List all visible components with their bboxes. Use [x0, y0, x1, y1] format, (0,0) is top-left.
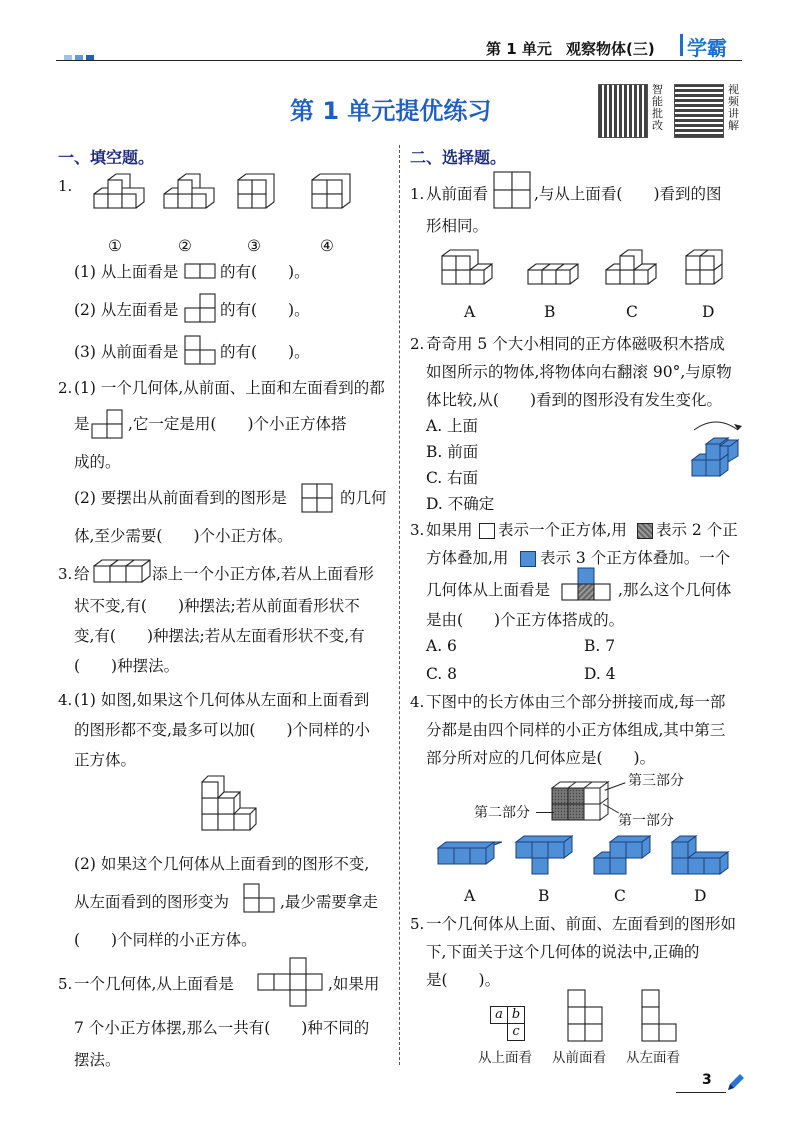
q2-number: 2. [58, 379, 73, 397]
rq2-opt-d[interactable]: D. 不确定 [426, 495, 495, 513]
rq2-opt-a[interactable]: A. 上面 [426, 417, 479, 435]
q1-sub3-blank: 的有( )。 [220, 343, 310, 361]
part3-label: 第三部分 [628, 773, 684, 789]
qr-code-video[interactable] [674, 84, 724, 138]
rq5-number: 5. [410, 915, 425, 933]
rq1-opt-a[interactable]: A [464, 303, 476, 321]
rq3-opt-d[interactable]: D. 4 [584, 665, 616, 683]
q3-figure [94, 558, 154, 584]
rq4-line1: 下图中的长方体由三个部分拼接而成,每一部 [426, 693, 726, 711]
rq1-options [440, 248, 760, 298]
q1-label-4: ④ [320, 237, 334, 255]
rq4-number: 4. [410, 693, 425, 711]
q2-line2b: ,它一定是用( )个小正方体搭 [128, 415, 347, 433]
rq3-line4: 是由( )个正方体搭成的。 [426, 611, 625, 629]
part2-label: 第二部分 [474, 805, 530, 821]
q1-figures [90, 172, 390, 222]
cell-a: a [490, 1006, 508, 1024]
q5-top-view [258, 958, 324, 1006]
rq5-left-view [642, 990, 682, 1046]
rq3-line1a: 如果用 [426, 521, 473, 539]
rq2-line3: 体比较,从( )看到的图形没有发生变化。 [426, 391, 723, 409]
q2-line2a: 是 [74, 415, 90, 433]
rq5-view-label-front: 从前面看 [552, 1050, 606, 1066]
rq2-line1: 奇奇用 5 个大小相同的正方体磁吸积木搭成 [426, 335, 725, 353]
header-unit: 第 1 单元 [486, 40, 552, 58]
pencil-icon [726, 1072, 746, 1092]
q4-left-view [244, 884, 278, 914]
brand-text: 学霸 [687, 36, 727, 60]
legend-blue-square [520, 551, 536, 567]
q1-sub3-text: (3) 从前面看是 [74, 343, 179, 361]
q1-sub3-view [185, 336, 217, 366]
rq4-opt-c[interactable]: C [614, 887, 626, 905]
q2-view-square [302, 484, 336, 514]
rq1-number: 1. [410, 185, 425, 203]
rq3-line2b: 表示 3 个正方体叠加。一个 [540, 549, 731, 567]
q4-line5b: ,最少需要拿走 [280, 893, 378, 911]
rq5-line1: 一个几何体从上面、前面、左面看到的图形如 [426, 915, 737, 933]
page-number: 3 [702, 1072, 712, 1088]
q5-number: 5. [58, 975, 73, 993]
rq2-number: 2. [410, 335, 425, 353]
q3-line1a: 给 [74, 565, 90, 583]
q1-sub1-view [185, 264, 217, 280]
header-rule [56, 60, 742, 61]
q3-line2: 状不变,有( )种摆法;若从前面看形状不 [74, 597, 360, 615]
rq1-line2: 形相同。 [426, 217, 489, 235]
rq1-opt-b[interactable]: B [544, 303, 556, 321]
rq5-view-label-top: 从上面看 [478, 1050, 532, 1066]
rq4-opt-a[interactable]: A [464, 887, 476, 905]
q1-sub1-blank: 的有( )。 [220, 263, 310, 281]
rq5-line2: 下,下面关于这个几何体的说法中,正确的 [426, 943, 700, 961]
section-fill-blank: 一、填空题。 [58, 148, 155, 167]
rq2-line2: 如图所示的物体,将物体向右翻滚 90°,与原物 [426, 363, 732, 381]
q1-sub1-text: (1) 从上面看是 [74, 263, 179, 281]
q2-view-l-shape [92, 410, 124, 440]
rq1-front-view [494, 172, 534, 208]
q4-line3: 正方体。 [74, 751, 137, 769]
rq3-number: 3. [410, 521, 425, 539]
rq3-line3b: ,那么这个几何体 [618, 581, 732, 599]
q1-sub2-text: (2) 从左面看是 [74, 301, 179, 319]
rq1-line1b: ,与从上面看( )看到的图 [534, 185, 722, 203]
rq1-opt-c[interactable]: C [626, 303, 638, 321]
rq3-line3a: 几何体从上面看是 [426, 581, 551, 599]
q2-line4b: 的几何 [340, 489, 387, 507]
rq2-blue-figure [684, 418, 764, 488]
legend-white-square [479, 523, 495, 539]
section-multiple-choice: 二、选择题。 [410, 148, 507, 167]
rq3-line2a: 方体叠加,用 [426, 549, 509, 567]
q1-sub2-blank: 的有( )。 [220, 301, 310, 319]
part1-label: 第一部分 [618, 813, 674, 829]
q4-line4: (2) 如果这个几何体从上面看到的图形不变, [74, 855, 370, 873]
q3-number: 3. [58, 565, 73, 583]
q2-line4a: (2) 要摆出从前面看到的图形是 [74, 489, 287, 507]
q5-line1b: ,如果用 [328, 975, 380, 993]
rq5-line3: 是( )。 [426, 971, 501, 989]
qr-code-grading[interactable] [598, 84, 648, 138]
qr-label-video: 视频讲解 [728, 83, 739, 132]
q1-number: 1. [58, 177, 73, 195]
rq3-opt-c[interactable]: C. 8 [426, 665, 458, 683]
rq5-top-view [490, 1006, 524, 1040]
brand-logo [680, 32, 740, 60]
rq4-line2: 分都是由四个同样的小正方体组成,其中第三 [426, 721, 726, 739]
q2-line3: 成的。 [74, 453, 121, 471]
q5-line2: 7 个小正方体摆,那么一共有( )种不同的 [74, 1019, 370, 1037]
rq1-opt-d[interactable]: D [702, 303, 715, 321]
q4-line1: (1) 如图,如果这个几何体从左面和上面看到 [74, 691, 370, 709]
column-divider [399, 145, 400, 1065]
q1-label-1: ① [108, 237, 122, 255]
qr-label-grading: 智能批改 [652, 83, 663, 132]
q5-line3: 摆法。 [74, 1051, 121, 1069]
q1-label-3: ③ [247, 237, 261, 255]
footer-rule [676, 1092, 726, 1093]
part2-pointer [536, 812, 554, 813]
q2-line5: 体,至少需要( )个小正方体。 [74, 527, 293, 545]
q4-number: 4. [58, 691, 73, 709]
q3-line4: ( )种摆法。 [74, 657, 180, 675]
q4-line5a: 从左面看到的图形变为 [74, 893, 230, 911]
q5-line1a: 一个几何体,从上面看是 [74, 975, 234, 993]
rq5-front-view [568, 990, 608, 1046]
cell-b: b [507, 1006, 525, 1024]
rq5-view-label-left: 从左面看 [626, 1050, 680, 1066]
rq2-opt-b[interactable]: B. 前面 [426, 443, 479, 461]
rq3-line1b: 表示一个正方体,用 [498, 521, 627, 539]
page-title: 第 1 单元提优练习 [290, 97, 492, 125]
q3-line1b: 添上一个小正方体,若从上面看形 [152, 565, 374, 583]
rq3-top-view [562, 568, 616, 602]
rq3-opt-b[interactable]: B. 7 [584, 637, 616, 655]
header-dots [64, 46, 94, 65]
rq4-line3: 部分所对应的几何体应是( )。 [426, 749, 656, 767]
q4-line6: ( )个同样的小正方体。 [74, 931, 257, 949]
rq4-opt-d[interactable]: D [694, 887, 707, 905]
cell-c: c [507, 1023, 525, 1041]
q3-line3: 变,有( )种摆法;若从左面看形状不变,有 [74, 627, 365, 645]
q1-label-2: ② [178, 237, 192, 255]
rq4-opt-b[interactable]: B [538, 887, 550, 905]
q4-figure [198, 778, 278, 848]
rq1-line1a: 从前面看 [426, 185, 489, 203]
legend-gray-square [637, 523, 653, 539]
header-topic: 观察物体(三) [566, 40, 655, 58]
rq2-opt-c[interactable]: C. 右面 [426, 469, 479, 487]
q1-sub2-view [185, 294, 217, 324]
q4-line2: 的图形都不变,最多可以加( )个同样的小 [74, 721, 371, 739]
rq4-options [436, 834, 766, 884]
rq3-line1c: 表示 2 个正 [656, 521, 738, 539]
rq3-opt-a[interactable]: A. 6 [426, 637, 457, 655]
q2-line1: (1) 一个几何体,从前面、上面和左面看到的都 [74, 379, 385, 397]
